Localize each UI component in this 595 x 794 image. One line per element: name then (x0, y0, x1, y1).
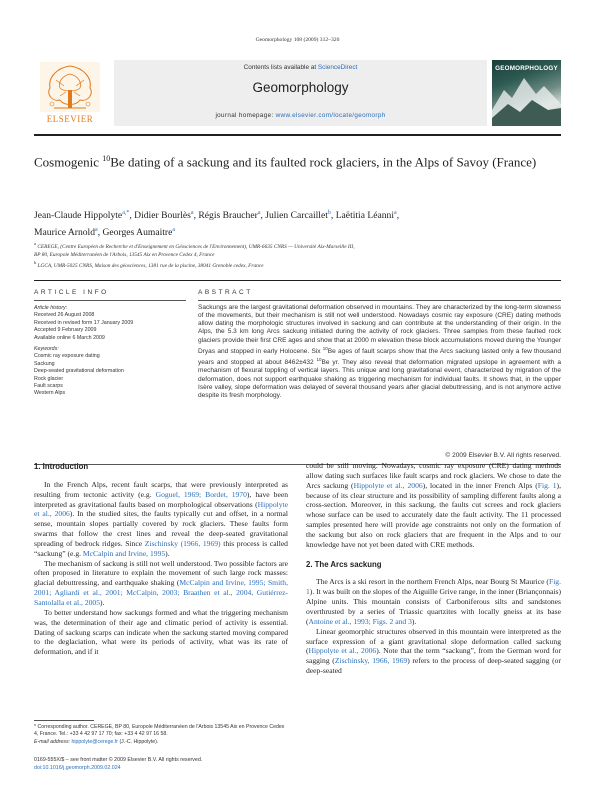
history-item: Received in revised form 17 January 2009 (34, 319, 134, 326)
body-paragraph: Linear geomorphic structures observed in this mountain were interpreted as the surface expression of a giant gravitational slope deformation called sackung (Hippolyte et al., 2006). Note that the term “sackung”, from the German word for sagging (Zischinsky, 1966, 1969) refers to the process of deep-seated sagging (or deep-seated (306, 626, 562, 676)
journal-name: Geomorphology (252, 80, 349, 95)
affiliation-b: $^b$ LGCA, UMR-5025 CNRS, Maison des géosciences, 1381 rue de la piscine, 38041 Grenoble cedex, France (34, 260, 264, 269)
author[interactable]: Jean-Claude Hippolyte$^{a,*}$, (34, 210, 135, 222)
author[interactable]: Didier Bourlès$^a$, (134, 210, 199, 222)
header-rule (34, 134, 561, 136)
citation-link[interactable]: Antoine et al., 1993; Figs. 2 and 3 (308, 616, 412, 626)
citation-link[interactable]: Zischinsky (1966, 1969) (144, 538, 221, 548)
keywords-label: Keywords: (34, 346, 59, 353)
affiliation-a-address: BP 80, Europole Méditerranéen de l'Arbois, 13545 Aix en Provence Cedex 4, France (34, 251, 215, 258)
homepage-prefix: journal homepage: (215, 112, 276, 119)
affiliation-rule (34, 280, 561, 281)
footnotes (34, 724, 288, 746)
citation-link[interactable]: McCalpin and Irvine, 1995 (82, 548, 166, 558)
title-part-2: Be dating of a sackung and its faulted rock glaciers, in the Alps of Savoy (France) (110, 154, 537, 170)
citation-link[interactable]: Hippolyte et al., 2006 (34, 499, 288, 519)
section-heading-arcs-sackung: 2. The Arcs sackung (306, 559, 382, 569)
keyword: Western Alps (34, 390, 66, 397)
section-heading-introduction: 1. Introduction (34, 462, 89, 471)
abstract-heading: ABSTRACT (198, 289, 253, 296)
article-info (34, 305, 186, 398)
citation-link[interactable]: McCalpin and Irvine, 1995; Smith, 2001; Agliardi et al., 2001; McCalpin, 2003; Braathen et al., 2004, Gutiérrez-Santolalla et al., 2005 (34, 578, 288, 607)
title-superscript: 10 (102, 154, 111, 163)
email-note: E-mail address: hippolyte@cerege.fr (J.-C. Hippolyte). (34, 738, 159, 745)
author[interactable]: Maurice Arnold$^a$, (34, 227, 103, 239)
cover-title: GEOMORPHOLOGY (495, 65, 558, 72)
body-paragraph: In the French Alps, recent fault scarps, that were previously interpreted as resulting from tectonic activity (e.g. Goguel, 1969; Bordet, 1970), have been interpreted as gravitational faults based on morphological observations (Hippolyte et al., 2006). In the studied sites, the faults typically cut and offset, in a normal sense, mountain slopes partially covered by rock glaciers. These faults form swarms that follow the crest lines and reveal the deep-seated gravitational spreading of bedrock ridges. Since Zischinsky (1966, 1969) this process is called “sackung” (e.g. McCalpin and Irvine, 1995). (34, 479, 288, 558)
page-footer (34, 756, 288, 772)
author-list (34, 206, 561, 240)
elsevier-logo[interactable] (34, 60, 106, 126)
contents-line (114, 64, 487, 71)
history-label: Article history: (34, 305, 68, 311)
author[interactable]: Régis Braucher$^a$, (198, 210, 266, 222)
publisher-name: ELSEVIER (46, 114, 94, 124)
copyright-notice: © 2009 Elsevier B.V. All rights reserved. (445, 452, 561, 459)
citation-link[interactable]: Hippolyte et al., 2006 (308, 646, 377, 656)
elsevier-tree-icon (34, 60, 106, 126)
journal-homepage (114, 112, 487, 119)
sciencedirect-link[interactable]: ScienceDirect (317, 64, 358, 71)
keyword: Fault scarps (34, 383, 63, 390)
email-link[interactable]: hippolyte@cerege.fr (71, 738, 118, 745)
figure-link[interactable]: Fig. 1 (306, 577, 561, 597)
journal-citation: Geomorphology 108 (2009) 312–320 (255, 37, 340, 43)
figure-link[interactable]: Fig. 1 (537, 480, 557, 490)
author[interactable]: Georges Aumaitre$^a$ (102, 227, 176, 239)
article-info-heading: ARTICLE INFO (34, 289, 109, 296)
footnote-rule (34, 720, 94, 721)
citation-link[interactable]: Zischinsky, 1966, 1969 (334, 656, 408, 666)
history-item: Available online 6 March 2009 (34, 334, 105, 341)
homepage-link[interactable]: www.elsevier.com/locate/geomorph (275, 112, 386, 119)
doi-link[interactable]: doi:10.1016/j.geomorph.2009.02.024 (34, 765, 121, 771)
history-item: Accepted 9 February 2009 (34, 327, 97, 334)
affiliations (34, 240, 561, 270)
abstract-rule (198, 300, 561, 301)
body-paragraph: The mechanism of sackung is still not well understood. Two possible factors are often proposed in literature to explain the movement of such large rock masses: glacial debuttressing, and earthquake shaking (McCalpin and Irvine, 1995; Smith, 2001; Agliardi et al., 2001; McCalpin, 2003; Braathen et al., 2004, Gutiérrez-Santolalla et al., 2005). (34, 558, 288, 607)
citation-link[interactable]: Goguel, 1969; Bordet, 1970 (155, 489, 247, 499)
author[interactable]: Julien Carcaillet$^b$, (265, 210, 336, 222)
journal-header (34, 60, 561, 126)
keyword: Sackung (34, 360, 55, 367)
body-paragraph: The Arcs is a ski resort in the northern French Alps, near Bourg St Maurice (Fig. 1). It was built on the slopes of the Aiguille Grive range, in the inner (Briançonnais) Alpine units. This mountain consists of Carboniferous silts and sandstones overthrusted by a series of Triassic quartzites with locally gneiss at its base (Antoine et al., 1993; Figs. 2 and 3). (306, 577, 561, 626)
body-paragraph: could be still moving. Nowadays, cosmic ray exposure (CRE) dating methods allow dating such surfaces like fault scarps and rock glaciers. We chose to date the Arcs sackung (Hippolyte et al., 2006), located in the inner French Alps (Fig. 1), because of its clear structure and its possibility of sampling different faults along a cross-section. Moreover, in this sackung, the faults cut screes and rock glaciers whose surface can be used to accurately date the fault activity. The 11 processed samples presented here will provide age constraints not only on the formation of the sackung but also on rock glaciers that are frequent in the Alps and to our knowledge have not yet been dated with CRE methods. (306, 461, 561, 549)
article-info-rule (34, 300, 186, 301)
affiliation-a: $^a$ CEREGE, (Centre Européen de Recherche et d'Enseignement en Géosciences de l'Environnement), UMR-6635 CNRS — Université Aix-Marseille III, (34, 241, 355, 250)
title-part-1: Cosmogenic (34, 154, 103, 170)
keyword: Deep-seated gravitational deformation (34, 368, 124, 375)
keyword: Rock glacier (34, 375, 64, 382)
citation-link[interactable]: Hippolyte et al., 2006 (353, 480, 423, 490)
history-item: Received 26 August 2008 (34, 312, 95, 319)
contents-prefix: Contents lists available at (243, 64, 318, 71)
article-title (34, 150, 561, 170)
body-paragraph: To better understand how sackungs formed and what the triggering mechanism was, the determination of their age and climatic period of activity is essential. Dating of sackung scarps can indicate when the sackung started moving compared to the deglaciation, what were its periods of activity, what was its rate of deformation, and if it (34, 607, 288, 657)
corresponding-author-note: * Corresponding author. CEREGE, BP 80, Europole Méditerranéen de l'Arbois 13545 Aix en Provence Cedex 4, France. Tel.: +33 4 42 97 17 70; fax: +33 4 42 97 16 58. (34, 724, 285, 738)
journal-masthead (114, 60, 487, 126)
issn-line: 0169-555X/$ – see front matter © 2009 Elsevier B.V. All rights reserved. (34, 757, 203, 763)
author[interactable]: Laëtitia Léanni$^a$, (335, 210, 400, 222)
body-column-right (306, 461, 561, 676)
body-column-left (34, 461, 288, 657)
abstract-body: Sackungs are the largest gravitational deformation observed in mountains. They are characterized by the long-term slowness of the movements, but their mechanism is still not well understood. Nowadays cosmic ray exposure (CRE) dating methods allow dating the morphologic structures involved in sackung and can contribute at the understanding of their origin. In the Alps, the 5.3 km long Arcs sackung initiated during the activity of rock glaciers. Three samples from these faulted rock glaciers provide their first CRE ages and show that at 2000 m elevation these block accumulations moved during the Younger Dryas and stopped in early Holocene. Six $^{10}$Be ages of fault scarps show that the Arcs sackung lasted only a few thousand years and stopped at about 8462±432 $^{10}$Be yr. They also reveal that deformation migrated upslope in agreement with a mechanism of flexural toppling of vertical layers. This unique and long gravitational event, characterized by migration of the deformation, does not support earthquake shaking as triggering mechanism for individual faults. It shows that, in the upper Isère valley, slope deformation was delayed of several thousand years after glacial debuttressing, and is not anymore active despite its fresh morphology. (198, 304, 561, 399)
journal-cover-image[interactable] (492, 60, 561, 126)
keyword: Cosmic ray exposure dating (34, 353, 100, 360)
